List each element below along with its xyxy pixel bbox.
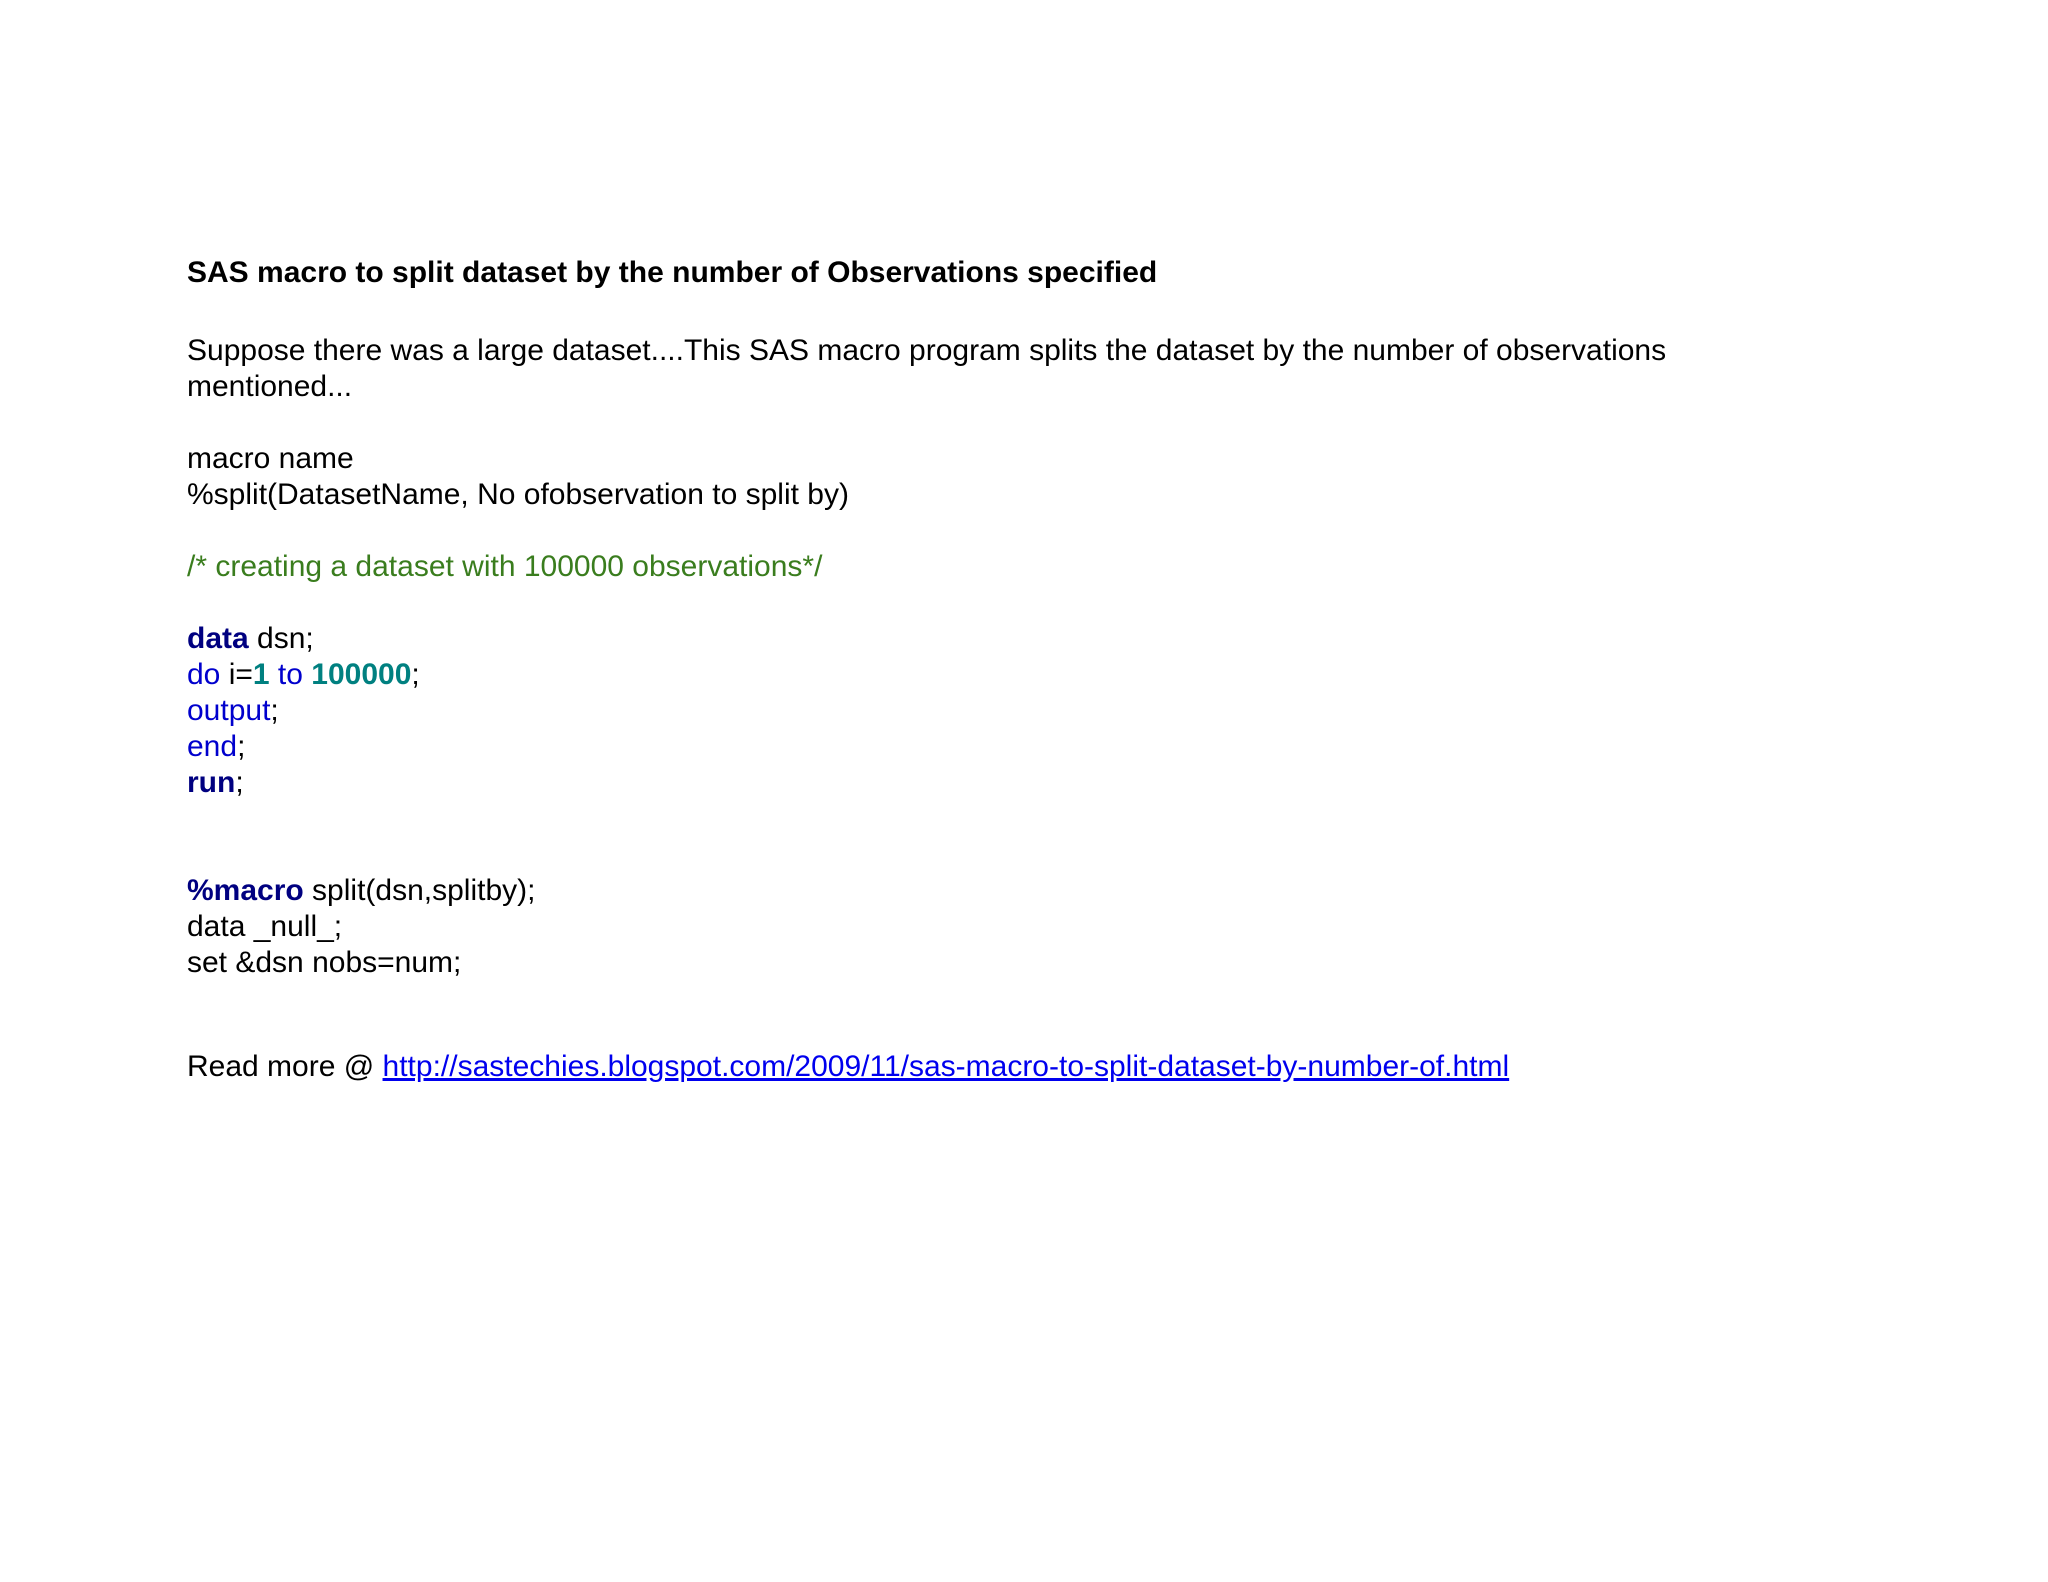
code-text: i=: [220, 658, 253, 691]
keyword-do: do: [187, 658, 221, 691]
code-text: ;: [411, 658, 420, 691]
code-text: dsn;: [248, 622, 314, 655]
code-text: ;: [237, 730, 246, 763]
code-line-data-step: [187, 621, 314, 657]
code-line-data-null: data _null_;: [187, 910, 343, 943]
code-line-do-loop: [187, 657, 420, 693]
read-more-link[interactable]: http://sastechies.blogspot.com/2009/11/sas-macro-to-split-dataset-by-number-of.html: [382, 1050, 1510, 1083]
code-line-set-statement: set &dsn nobs=num;: [187, 946, 462, 979]
code-line-output: [187, 693, 279, 729]
code-text: ;: [270, 694, 279, 727]
document-title: SAS macro to split dataset by the number of Observations specified: [187, 256, 1158, 289]
intro-paragraph-line-2: mentioned...: [187, 370, 353, 403]
numeric-literal-end: 100000: [311, 658, 412, 691]
code-text: split(dsn,splitby);: [303, 874, 536, 907]
read-more-prefix: Read more @: [187, 1050, 383, 1083]
keyword-macro: %macro: [187, 874, 304, 907]
intro-paragraph-line-1: Suppose there was a large dataset....This SAS macro program splits the dataset by the number of observations: [187, 334, 1667, 367]
code-line-run: [187, 765, 244, 801]
keyword-output: output: [187, 694, 271, 727]
macro-signature: %split(DatasetName, No ofobservation to split by): [187, 478, 849, 511]
numeric-literal-start: 1: [252, 658, 270, 691]
keyword-data: data: [187, 622, 249, 655]
code-text: ;: [235, 766, 244, 799]
code-line-macro-definition: [187, 873, 535, 909]
document-page: [187, 0, 1987, 1582]
macro-name-label: macro name: [187, 442, 354, 475]
keyword-to: to: [269, 658, 312, 691]
keyword-run: run: [187, 766, 236, 799]
code-line-end: [187, 729, 245, 765]
read-more-line: [187, 1049, 1509, 1085]
keyword-end: end: [187, 730, 238, 763]
code-comment: /* creating a dataset with 100000 observations*/: [187, 550, 823, 583]
